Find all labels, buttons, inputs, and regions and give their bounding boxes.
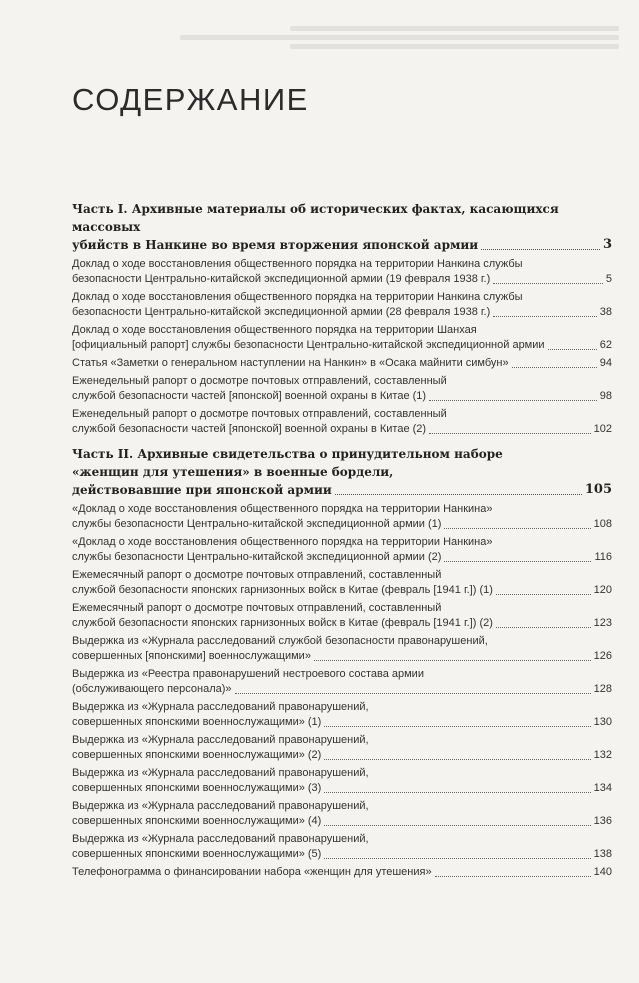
entry-line: [официальный рапорт] службы безопасности Центрально-китайской экспедиционной армии — [72, 339, 545, 351]
entry-line: Ежемесячный рапорт о досмотре почтовых отправлений, составленный — [72, 569, 442, 581]
entry-line: (обслуживающего персонала)» — [72, 683, 232, 695]
table-of-contents — [72, 200, 612, 884]
entry-last-line — [72, 847, 612, 862]
dot-leader — [493, 316, 596, 317]
dot-leader — [444, 561, 591, 562]
toc-entry[interactable] — [72, 865, 612, 880]
toc-entry[interactable] — [72, 766, 612, 796]
entry-last-line — [72, 649, 612, 664]
part-heading-line: действовавшие при японской армии — [72, 483, 332, 497]
dot-leader — [435, 876, 591, 877]
page-number: 116 — [594, 551, 612, 563]
entry-last-line — [72, 272, 612, 287]
dot-leader — [335, 494, 582, 495]
entry-line: службы безопасности Центрально-китайской экспедиционной армии (1) — [72, 518, 442, 530]
toc-entry[interactable] — [72, 634, 612, 664]
dot-leader — [496, 627, 591, 628]
entry-line: Статья «Заметки о генеральном наступлении на Нанкин» в «Осака майнити симбун» — [72, 357, 509, 369]
part-heading[interactable] — [72, 236, 612, 254]
dot-leader — [324, 858, 590, 859]
toc-entry[interactable] — [72, 374, 612, 404]
page-number: 130 — [593, 716, 612, 728]
entry-line: безопасности Центрально-китайской экспедиционной армии (28 февраля 1938 г.) — [72, 306, 491, 318]
entry-line: Выдержка из «Журнала расследований правонарушений, — [72, 833, 369, 845]
page-number: 123 — [593, 617, 612, 629]
toc-entry[interactable] — [72, 799, 612, 829]
entry-line: совершенных японскими военнослужащими» (2) — [72, 749, 322, 761]
part-heading-line: Часть II. Архивные свидетельства о принудительном наборе — [72, 447, 503, 461]
dot-leader — [324, 759, 590, 760]
toc-part — [72, 200, 612, 437]
page-number: 134 — [593, 782, 612, 794]
entry-line: службой безопасности японских гарнизонных войск в Китае (февраль [1941 г.]) (2) — [72, 617, 493, 629]
entry-last-line — [72, 616, 612, 631]
dot-leader — [314, 660, 591, 661]
page-number: 105 — [584, 482, 612, 497]
entry-line: службой безопасности частей [японской] военной охраны в Китае (1) — [72, 390, 427, 402]
dot-leader — [235, 693, 591, 694]
entry-line: службой безопасности частей [японской] военной охраны в Китае (2) — [72, 423, 427, 435]
page-number: 94 — [599, 357, 612, 369]
toc-entry[interactable] — [72, 832, 612, 862]
part-heading-line: «женщин для утешения» в военные бордели, — [72, 465, 394, 479]
dot-leader — [481, 249, 600, 250]
part-heading[interactable] — [72, 481, 612, 499]
entry-line: безопасности Центрально-китайской экспедиционной армии (19 февраля 1938 г.) — [72, 273, 491, 285]
entry-line: Доклад о ходе восстановления общественного порядка на территории Шанхая — [72, 324, 477, 336]
toc-entry[interactable] — [72, 733, 612, 763]
entry-last-line — [72, 422, 612, 437]
dot-leader — [429, 433, 591, 434]
dot-leader — [324, 792, 590, 793]
part-heading-line: убийств в Нанкине во время вторжения японской армии — [72, 238, 479, 252]
faint-running-header — [70, 22, 619, 50]
dot-leader — [512, 367, 597, 368]
entry-line: «Доклад о ходе восстановления общественного порядка на территории Нанкина» — [72, 503, 493, 515]
page-number: 102 — [593, 423, 612, 435]
entry-line: Выдержка из «Журнала расследований службой безопасности правонарушений, — [72, 635, 488, 647]
page-number: 138 — [593, 848, 612, 860]
entry-last-line — [72, 682, 612, 697]
toc-entry[interactable] — [72, 568, 612, 598]
entry-line: Выдержка из «Журнала расследований правонарушений, — [72, 800, 369, 812]
toc-entry[interactable] — [72, 535, 612, 565]
entry-last-line — [72, 356, 612, 371]
page-number: 132 — [593, 749, 612, 761]
entry-last-line — [72, 338, 612, 353]
entry-line: «Доклад о ходе восстановления общественного порядка на территории Нанкина» — [72, 536, 493, 548]
page-number: 136 — [593, 815, 612, 827]
toc-entry[interactable] — [72, 407, 612, 437]
entry-last-line — [72, 748, 612, 763]
entry-last-line — [72, 583, 612, 598]
page-number: 98 — [599, 390, 612, 402]
dot-leader — [496, 594, 591, 595]
entry-line: Выдержка из «Журнала расследований правонарушений, — [72, 734, 369, 746]
toc-entry[interactable] — [72, 356, 612, 371]
entry-last-line — [72, 814, 612, 829]
entry-line: Еженедельный рапорт о досмотре почтовых отправлений, составленный — [72, 375, 447, 387]
page-number: 38 — [599, 306, 612, 318]
page-number: 62 — [599, 339, 612, 351]
entry-line: службой безопасности японских гарнизонных войск в Китае (февраль [1941 г.]) (1) — [72, 584, 493, 596]
entry-last-line — [72, 550, 612, 565]
toc-entry[interactable] — [72, 601, 612, 631]
page-number: 126 — [593, 650, 612, 662]
entry-line: совершенных японскими военнослужащими» (4) — [72, 815, 322, 827]
entry-line: Телефонограмма о финансировании набора «женщин для утешения» — [72, 866, 432, 878]
entry-last-line — [72, 715, 612, 730]
entry-line: Доклад о ходе восстановления общественного порядка на территории Нанкина службы — [72, 258, 523, 270]
entry-last-line — [72, 305, 612, 320]
entry-line: совершенных [японскими] военнослужащими» — [72, 650, 311, 662]
entry-line: Выдержка из «Реестра правонарушений нестроевого состава армии — [72, 668, 424, 680]
toc-part — [72, 445, 612, 880]
page-number: 5 — [605, 273, 612, 285]
page-number: 108 — [593, 518, 612, 530]
page-number: 140 — [593, 866, 612, 878]
toc-entry[interactable] — [72, 290, 612, 320]
page-title: СОДЕРЖАНИЕ — [72, 82, 309, 117]
entry-line: Выдержка из «Журнала расследований правонарушений, — [72, 701, 369, 713]
entry-line: службы безопасности Центрально-китайской экспедиционной армии (2) — [72, 551, 442, 563]
page-number: 128 — [593, 683, 612, 695]
entry-last-line — [72, 865, 612, 880]
entry-line: Доклад о ходе восстановления общественного порядка на территории Нанкина службы — [72, 291, 523, 303]
toc-entry[interactable] — [72, 257, 612, 287]
dot-leader — [324, 726, 590, 727]
entry-line: Ежемесячный рапорт о досмотре почтовых отправлений, составленный — [72, 602, 442, 614]
entry-line: совершенных японскими военнослужащими» (3) — [72, 782, 322, 794]
entry-line: совершенных японскими военнослужащими» (5) — [72, 848, 322, 860]
entry-line: совершенных японскими военнослужащими» (1) — [72, 716, 322, 728]
page-number: 3 — [602, 237, 612, 252]
entry-line: Выдержка из «Журнала расследований правонарушений, — [72, 767, 369, 779]
dot-leader — [429, 400, 597, 401]
entry-last-line — [72, 517, 612, 532]
entry-line: Еженедельный рапорт о досмотре почтовых отправлений, составленный — [72, 408, 447, 420]
toc-entry[interactable] — [72, 700, 612, 730]
dot-leader — [444, 528, 590, 529]
toc-entry[interactable] — [72, 502, 612, 532]
dot-leader — [548, 349, 597, 350]
toc-entry[interactable] — [72, 323, 612, 353]
toc-entry[interactable] — [72, 667, 612, 697]
entry-last-line — [72, 389, 612, 404]
part-heading-line: Часть I. Архивные материалы об исторических фактах, касающихся массовых — [72, 202, 559, 234]
dot-leader — [493, 283, 603, 284]
dot-leader — [324, 825, 590, 826]
page-number: 120 — [593, 584, 612, 596]
entry-last-line — [72, 781, 612, 796]
